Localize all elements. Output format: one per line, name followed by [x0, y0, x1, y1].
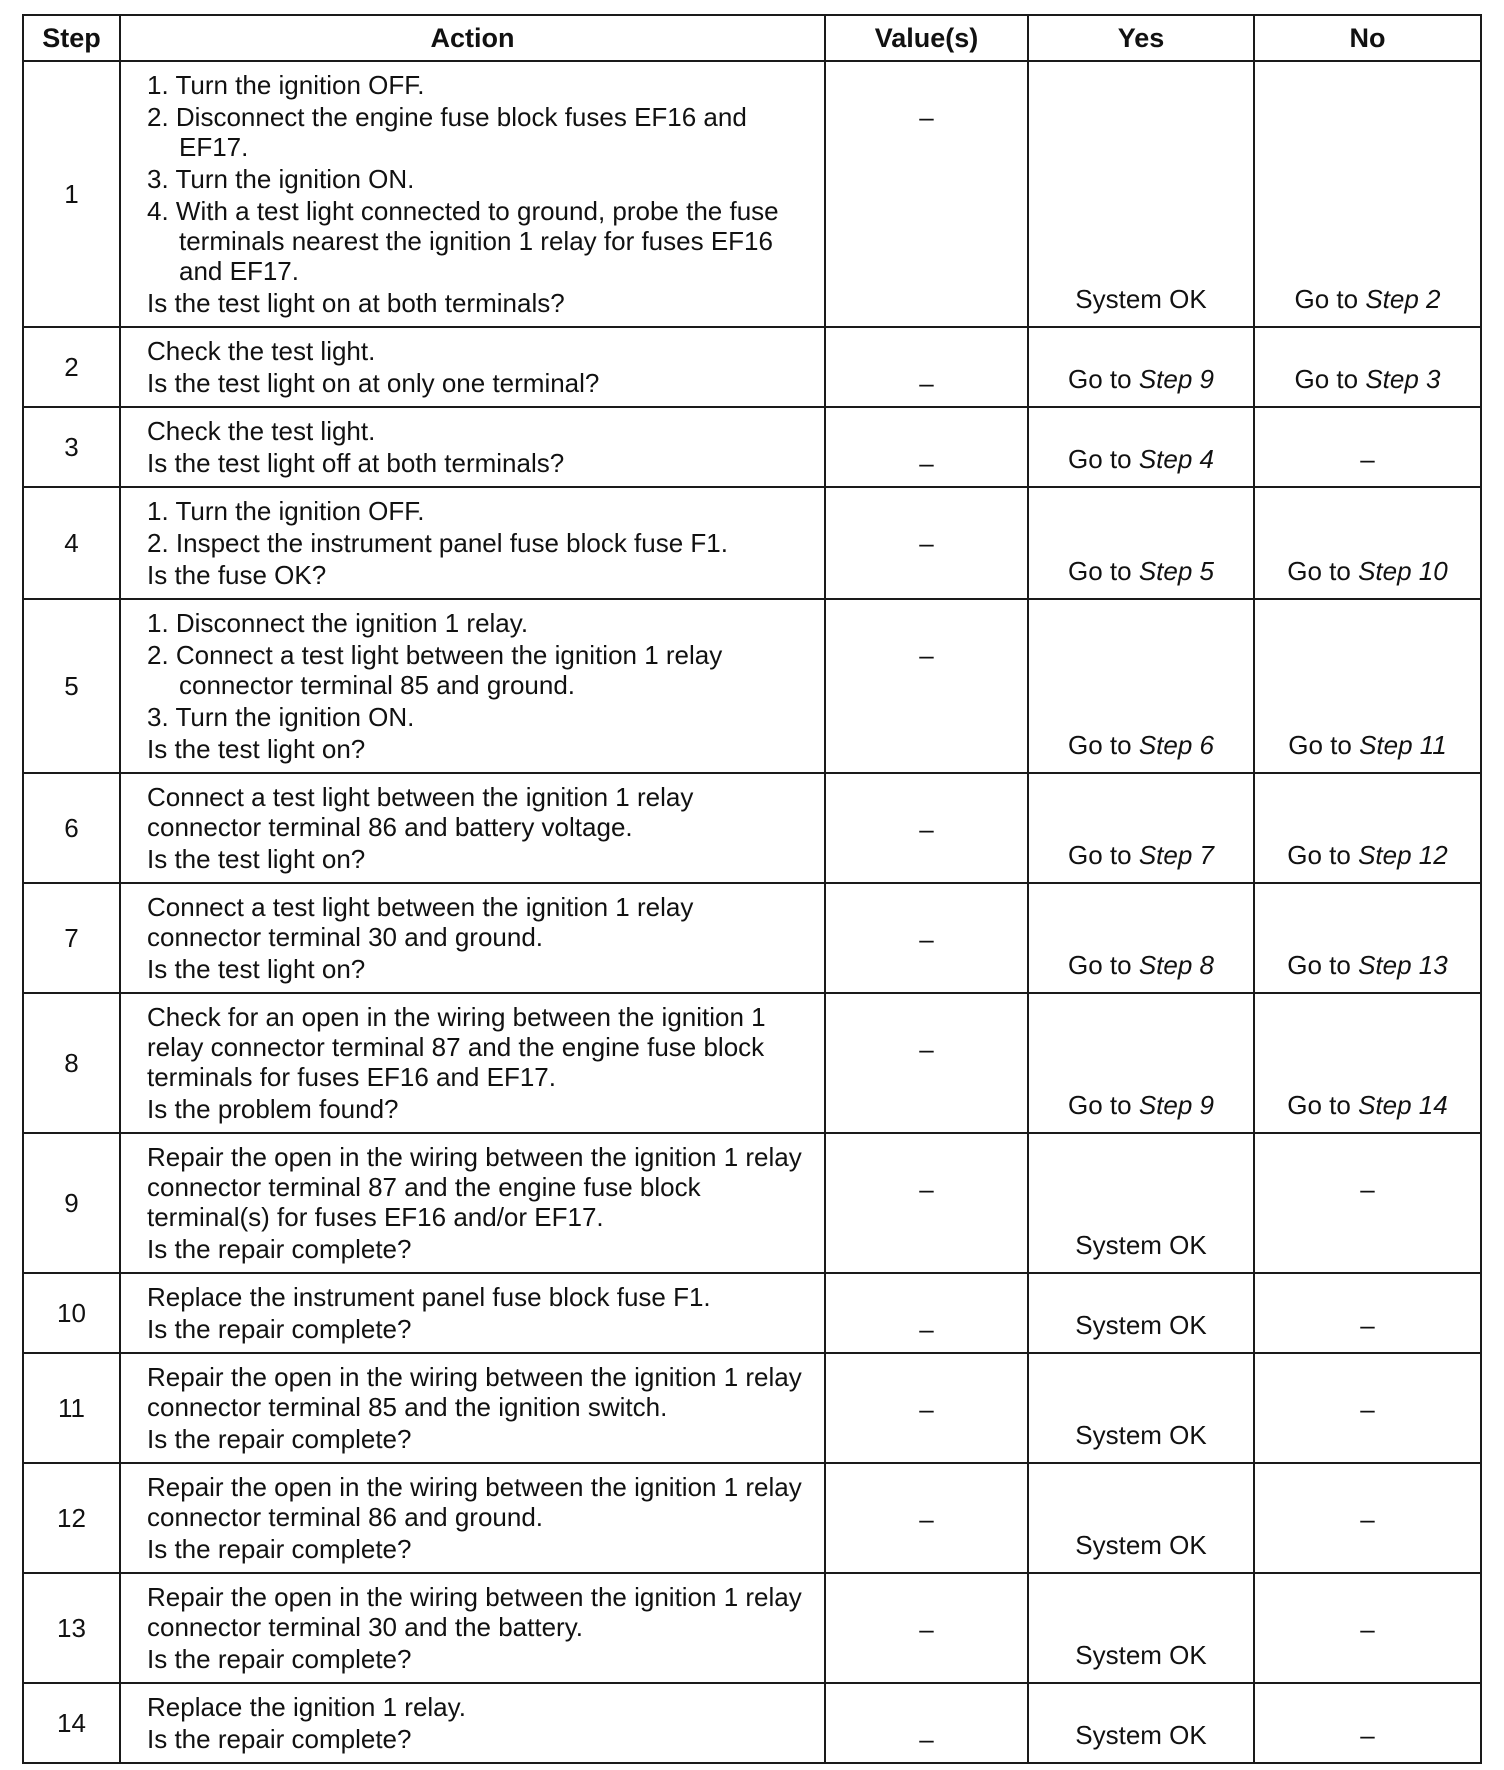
no-cell — [1254, 599, 1481, 773]
value-cell: – — [825, 407, 1028, 487]
no-goto-step: Step 10 — [1358, 556, 1448, 586]
no-cell: – — [1254, 1683, 1481, 1763]
step-number: 8 — [23, 993, 120, 1133]
action-line: Repair the open in the wiring between the ignition 1 relay connector terminal 85 and the ignition switch. — [147, 1362, 802, 1422]
no-cell — [1254, 883, 1481, 993]
action-cell — [120, 1573, 825, 1683]
action-line: Check the test light. — [147, 336, 376, 366]
step-number: 11 — [23, 1353, 120, 1463]
value-cell: – — [825, 1683, 1028, 1763]
table-row — [23, 1133, 1481, 1273]
action-line: Is the test light on? — [147, 844, 366, 874]
header-action: Action — [120, 15, 825, 61]
yes-goto-prefix: Go to — [1068, 950, 1139, 980]
no-goto-step: Step 12 — [1358, 840, 1448, 870]
action-line: Check the test light. — [147, 416, 376, 446]
action-cell — [120, 407, 825, 487]
table-row — [23, 61, 1481, 327]
no-cell: – — [1254, 1133, 1481, 1273]
header-step: Step — [23, 15, 120, 61]
yes-goto-prefix: Go to — [1068, 730, 1139, 760]
header-yes: Yes — [1028, 15, 1254, 61]
action-line: Is the repair complete? — [147, 1534, 412, 1564]
value-cell: – — [825, 1463, 1028, 1573]
step-number: 3 — [23, 407, 120, 487]
yes-cell — [1028, 327, 1254, 407]
table-row — [23, 1573, 1481, 1683]
yes-goto-step: Step 4 — [1138, 444, 1214, 474]
table-row — [23, 599, 1481, 773]
action-cell — [120, 1463, 825, 1573]
table-row — [23, 1463, 1481, 1573]
no-goto-prefix: Go to — [1288, 730, 1360, 760]
action-line: Connect a test light between the ignition 1 relay connector terminal 30 and ground. — [147, 892, 694, 952]
no-goto-step: Step 13 — [1358, 950, 1448, 980]
header-values: Value(s) — [825, 15, 1028, 61]
yes-cell: System OK — [1028, 1463, 1254, 1573]
step-number: 6 — [23, 773, 120, 883]
action-line: Is the test light on at both terminals? — [147, 288, 565, 318]
action-line: 2. Disconnect the engine fuse block fuses EF16 and EF17. — [147, 102, 747, 162]
table-row — [23, 1273, 1481, 1353]
yes-goto-prefix: Go to — [1068, 1090, 1139, 1120]
step-number: 12 — [23, 1463, 120, 1573]
step-number: 9 — [23, 1133, 120, 1273]
table-row — [23, 1683, 1481, 1763]
action-line: Is the repair complete? — [147, 1314, 412, 1344]
action-line: Is the repair complete? — [147, 1724, 412, 1754]
no-cell — [1254, 487, 1481, 599]
action-line: 1. Disconnect the ignition 1 relay. — [147, 608, 529, 638]
action-line: Replace the ignition 1 relay. — [147, 1692, 466, 1722]
action-cell — [120, 773, 825, 883]
table-row — [23, 993, 1481, 1133]
step-number: 13 — [23, 1573, 120, 1683]
yes-goto-prefix: Go to — [1068, 364, 1139, 394]
action-cell — [120, 1133, 825, 1273]
no-cell — [1254, 993, 1481, 1133]
action-line: Is the problem found? — [147, 1094, 399, 1124]
yes-cell: System OK — [1028, 1573, 1254, 1683]
yes-goto-prefix: Go to — [1068, 444, 1139, 474]
action-cell — [120, 1683, 825, 1763]
yes-goto-step: Step 5 — [1138, 556, 1214, 586]
action-line: 3. Turn the ignition ON. — [147, 164, 415, 194]
yes-cell: System OK — [1028, 1683, 1254, 1763]
value-cell: – — [825, 1353, 1028, 1463]
no-goto-prefix: Go to — [1287, 1090, 1359, 1120]
action-line: Is the repair complete? — [147, 1424, 412, 1454]
action-cell — [120, 993, 825, 1133]
action-line: 1. Turn the ignition OFF. — [147, 496, 425, 526]
action-line: Connect a test light between the ignition 1 relay connector terminal 86 and battery voltage. — [147, 782, 694, 842]
diagnostic-table — [22, 14, 1482, 1764]
action-line: 4. With a test light connected to ground, probe the fuse terminals nearest the ignition 1 relay for fuses EF16 and EF17. — [147, 196, 779, 286]
no-cell: – — [1254, 407, 1481, 487]
no-goto-step: Step 14 — [1358, 1090, 1448, 1120]
action-cell — [120, 883, 825, 993]
no-cell — [1254, 327, 1481, 407]
step-number: 4 — [23, 487, 120, 599]
table-row — [23, 487, 1481, 599]
action-cell — [120, 1273, 825, 1353]
action-line: Replace the instrument panel fuse block fuse F1. — [147, 1282, 711, 1312]
action-cell — [120, 327, 825, 407]
action-line: Repair the open in the wiring between the ignition 1 relay connector terminal 86 and ground. — [147, 1472, 802, 1532]
table-row — [23, 883, 1481, 993]
value-cell: – — [825, 1133, 1028, 1273]
no-goto-step: Step 3 — [1365, 364, 1441, 394]
step-number: 10 — [23, 1273, 120, 1353]
header-no: No — [1254, 15, 1481, 61]
no-goto-prefix: Go to — [1287, 840, 1359, 870]
table-row — [23, 327, 1481, 407]
action-line: Is the test light on? — [147, 734, 366, 764]
header-row — [23, 15, 1481, 61]
action-line: Repair the open in the wiring between the ignition 1 relay connector terminal 30 and the battery. — [147, 1582, 802, 1642]
yes-cell — [1028, 407, 1254, 487]
no-cell — [1254, 773, 1481, 883]
no-cell: – — [1254, 1273, 1481, 1353]
value-cell: – — [825, 61, 1028, 327]
action-cell — [120, 599, 825, 773]
step-number: 5 — [23, 599, 120, 773]
action-cell — [120, 61, 825, 327]
no-cell — [1254, 61, 1481, 327]
no-goto-prefix: Go to — [1294, 364, 1366, 394]
yes-goto-step: Step 8 — [1138, 950, 1214, 980]
step-number: 2 — [23, 327, 120, 407]
action-line: Is the repair complete? — [147, 1234, 412, 1264]
yes-goto-step: Step 9 — [1138, 364, 1214, 394]
action-line: Is the test light off at both terminals? — [147, 448, 565, 478]
no-goto-step: Step 11 — [1359, 730, 1447, 760]
yes-cell: System OK — [1028, 1133, 1254, 1273]
action-line: Is the test light on? — [147, 954, 366, 984]
yes-cell: System OK — [1028, 1273, 1254, 1353]
value-cell: – — [825, 487, 1028, 599]
value-cell: – — [825, 1573, 1028, 1683]
action-line: Is the test light on at only one terminal? — [147, 368, 600, 398]
no-goto-prefix: Go to — [1287, 950, 1359, 980]
yes-cell — [1028, 599, 1254, 773]
yes-cell — [1028, 487, 1254, 599]
step-number: 1 — [23, 61, 120, 327]
action-line: 1. Turn the ignition OFF. — [147, 70, 425, 100]
table-body — [23, 61, 1481, 1763]
yes-goto-step: Step 9 — [1138, 1090, 1214, 1120]
step-number: 14 — [23, 1683, 120, 1763]
yes-cell: System OK — [1028, 1353, 1254, 1463]
action-line: Repair the open in the wiring between the ignition 1 relay connector terminal 87 and the engine fuse block terminal(s) for fuses EF16 and/or EF17. — [147, 1142, 802, 1232]
action-line: Check for an open in the wiring between the ignition 1 relay connector terminal 87 and the engine fuse block terminals for fuses EF16 and EF17. — [147, 1002, 766, 1092]
no-goto-prefix: Go to — [1287, 556, 1359, 586]
action-cell — [120, 487, 825, 599]
action-line: 3. Turn the ignition ON. — [147, 702, 415, 732]
action-line: Is the repair complete? — [147, 1644, 412, 1674]
table-row — [23, 773, 1481, 883]
yes-goto-prefix: Go to — [1068, 840, 1139, 870]
no-cell: – — [1254, 1573, 1481, 1683]
yes-cell — [1028, 883, 1254, 993]
table-row — [23, 407, 1481, 487]
yes-cell — [1028, 993, 1254, 1133]
no-goto-step: Step 2 — [1365, 284, 1441, 314]
action-line: 2. Connect a test light between the ignition 1 relay connector terminal 85 and ground. — [147, 640, 723, 700]
no-cell: – — [1254, 1463, 1481, 1573]
no-goto-prefix: Go to — [1294, 284, 1366, 314]
yes-goto-step: Step 7 — [1138, 840, 1214, 870]
value-cell: – — [825, 993, 1028, 1133]
action-line: 2. Inspect the instrument panel fuse block fuse F1. — [147, 528, 728, 558]
yes-cell: System OK — [1028, 61, 1254, 327]
value-cell: – — [825, 883, 1028, 993]
no-cell: – — [1254, 1353, 1481, 1463]
yes-cell — [1028, 773, 1254, 883]
yes-goto-prefix: Go to — [1068, 556, 1139, 586]
table-row — [23, 1353, 1481, 1463]
value-cell: – — [825, 327, 1028, 407]
yes-goto-step: Step 6 — [1138, 730, 1214, 760]
value-cell: – — [825, 1273, 1028, 1353]
value-cell: – — [825, 599, 1028, 773]
action-line: Is the fuse OK? — [147, 560, 327, 590]
value-cell: – — [825, 773, 1028, 883]
step-number: 7 — [23, 883, 120, 993]
action-cell — [120, 1353, 825, 1463]
